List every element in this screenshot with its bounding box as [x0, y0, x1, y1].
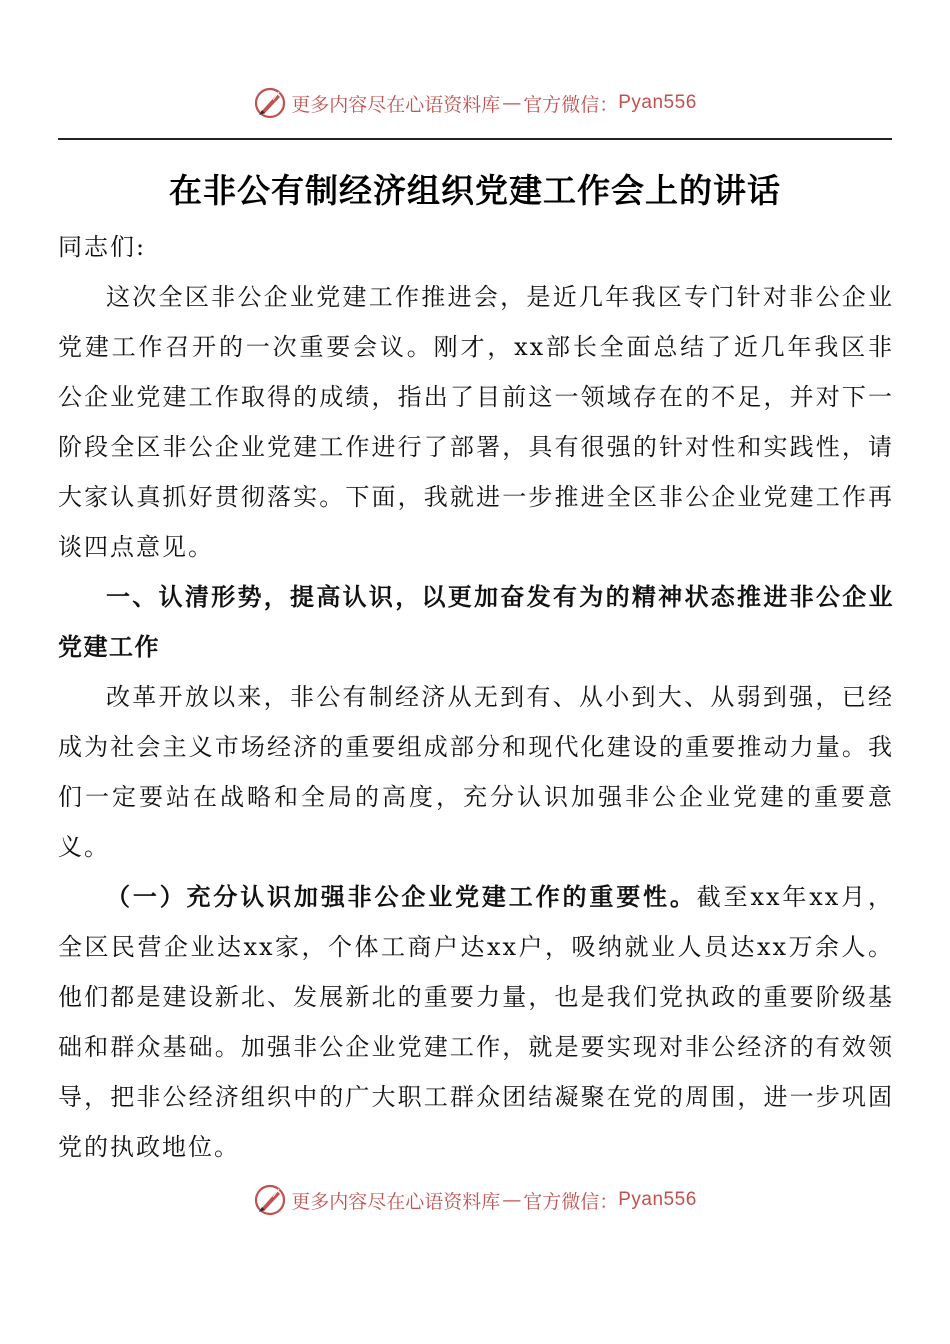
- watermark-contact: 官方微信：: [523, 93, 619, 116]
- subsection-1-paragraph: [58, 872, 894, 1172]
- intro-paragraph: 这次全区非公企业党建工作推进会，是近几年我区专门针对非公企业党建工作召开的一次重要会议。刚才，xx部长全面总结了近几年我区非公企业党建工作取得的成绩，指出了目前这一领域存在的不足，并对下一阶段全区非公企业党建工作进行了部署，具有很强的针对性和实践性，请大家认真抓好贯彻落实。下面，我就进一步推进全区非公企业党建工作再谈四点意见。: [58, 283, 894, 561]
- watermark-brand: 更多内容尽在心语资料库: [291, 93, 501, 116]
- watermark-separator: —: [502, 92, 522, 114]
- document-body: [58, 222, 894, 1172]
- document-title: 在非公有制经济组织党建工作会上的讲话: [169, 171, 781, 210]
- quill-logo-icon: [253, 86, 287, 120]
- watermark-banner-top: [0, 85, 950, 121]
- quill-logo-icon: [253, 1183, 287, 1217]
- salutation: 同志们:: [58, 233, 147, 261]
- subsection-1-body: 截至xx年xx月，全区民营企业达xx家，个体工商户达xx户，吸纳就业人员达xx万余人。他们都是建设新北、发展新北的重要力量，也是我们党执政的重要阶级基础和群众基础。加强非公企业党建工作，就是要实现对非公经济的有效领导，把非公经济组织中的广大职工群众团结凝聚在党的周围，进一步巩固党的执政地位。: [58, 883, 895, 1161]
- subsection-1-lead: （一）充分认识加强非公企业党建工作的重要性。: [106, 882, 697, 911]
- watermark-handle: Pyan556: [618, 92, 697, 113]
- watermark-banner-bottom: [0, 1182, 950, 1218]
- section-1-paragraph: 改革开放以来，非公有制经济从无到有、从小到大、从弱到强，已经成为社会主义市场经济的重要组成部分和现代化建设的重要推动力量。我们一定要站在战略和全局的高度，充分认识加强非公企业党建的重要意义。: [58, 683, 894, 861]
- watermark-handle: Pyan556: [618, 1189, 697, 1210]
- watermark-separator: —: [502, 1189, 522, 1211]
- watermark-contact: 官方微信：: [523, 1190, 619, 1213]
- header-divider: [58, 138, 892, 140]
- watermark-brand: 更多内容尽在心语资料库: [291, 1190, 501, 1213]
- section-heading-1: 一、认清形势，提高认识，以更加奋发有为的精神状态推进非公企业党建工作: [58, 583, 894, 661]
